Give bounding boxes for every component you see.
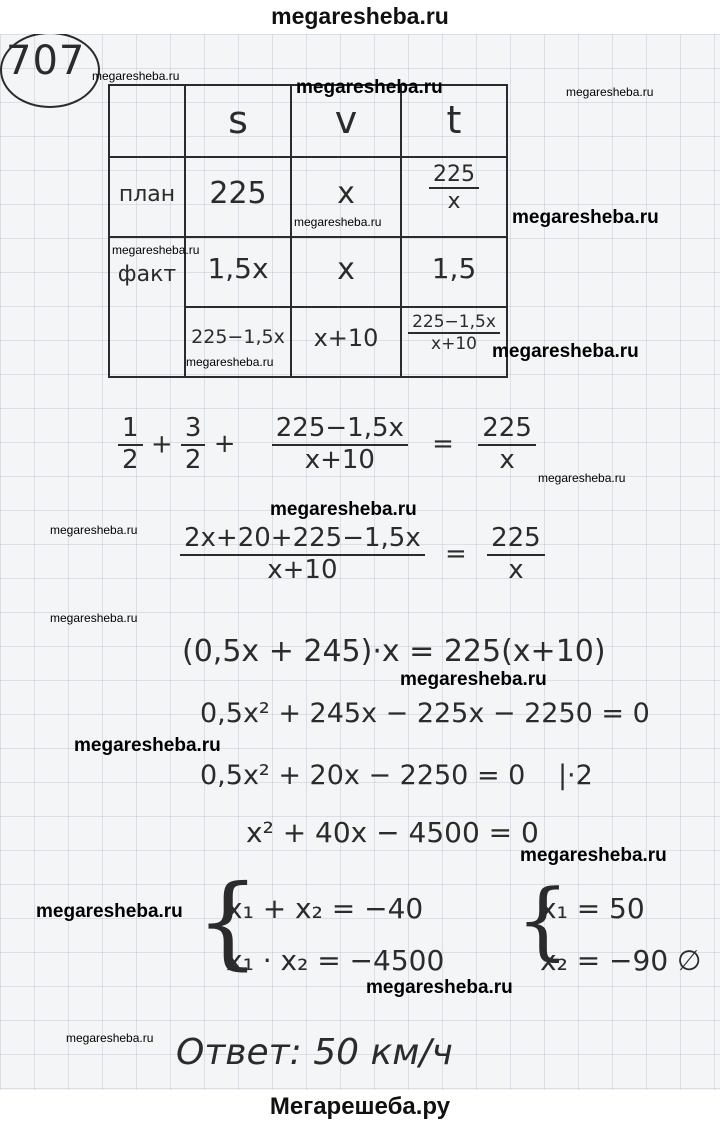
solution-table (108, 84, 508, 378)
watermark: megaresheba.ru (538, 471, 626, 485)
equation-3: (0,5x + 245)·x = 225(x+10) (182, 634, 606, 669)
bottom-banner: Мегарешеба.ру (0, 1090, 720, 1126)
row-label-plan: план (118, 182, 176, 207)
equation-2: $\frac{2x+20+225-1,5x}{x+10}$ = $\frac{225}{x}$ (180, 524, 545, 586)
plan-s: 225 (209, 176, 267, 211)
watermark: megaresheba.ru (400, 669, 547, 690)
system-left-line-2: x₁ · x₂ = −4500 (226, 944, 445, 977)
watermark: megaresheba.ru (296, 77, 443, 98)
plan-v: x (337, 176, 355, 211)
system-right-line-2: x₂ = −90 ∅ (540, 944, 702, 977)
watermark: megaresheba.ru (50, 611, 138, 625)
plan-t-den: x (447, 189, 461, 214)
system-left-brace: { (196, 863, 260, 980)
watermark: megaresheba.ru (566, 85, 654, 99)
header-t: t (446, 98, 462, 142)
row3-v: x+10 (313, 324, 379, 352)
fact-v: x (337, 252, 355, 287)
equation-5: 0,5x² + 20x − 2250 = 0 |·2 (200, 760, 593, 791)
header-v: v (334, 98, 358, 142)
equation-4: 0,5x² + 245x − 225x − 2250 = 0 (200, 698, 650, 729)
watermark: megaresheba.ru (512, 207, 659, 228)
top-banner: megaresheba.ru (0, 0, 720, 34)
equation-6: x² + 40x − 4500 = 0 (246, 816, 539, 849)
plan-t-num: 225 (429, 162, 479, 189)
watermark: megaresheba.ru (366, 977, 513, 998)
system-right-brace: { (516, 871, 570, 969)
system-right-line-1: x₁ = 50 (540, 892, 645, 925)
watermark: megaresheba.ru (74, 735, 221, 756)
answer: Ответ: 50 км/ч (176, 1032, 453, 1073)
watermark: megaresheba.ru (66, 1031, 154, 1045)
watermark: megaresheba.ru (186, 355, 274, 369)
watermark: megaresheba.ru (112, 243, 200, 257)
fact-s: 1,5x (207, 252, 269, 285)
row3-t-num: 225−1,5x (408, 312, 500, 334)
watermark: megaresheba.ru (92, 69, 180, 83)
notebook-page (0, 34, 720, 1090)
problem-number-circle (0, 34, 100, 108)
watermark: megaresheba.ru (50, 523, 138, 537)
problem-number: 707 (6, 38, 85, 84)
watermark: megaresheba.ru (36, 901, 183, 922)
watermark: megaresheba.ru (294, 215, 382, 229)
row3-s: 225−1,5x (191, 326, 285, 348)
header-s: s (228, 98, 248, 142)
equation-1: $\frac{1}{2}$ + $\frac{3}{2}$ + $\frac{225-1,5x}{x+10}$ = $\frac{225}{x}$ (118, 414, 536, 476)
row3-t (402, 312, 506, 354)
multiply-note: |·2 (557, 760, 593, 791)
watermark: megaresheba.ru (270, 499, 417, 520)
fact-t: 1,5 (431, 252, 477, 285)
row3-t-den: x+10 (431, 334, 477, 354)
watermark: megaresheba.ru (520, 845, 667, 866)
row-label-fact: факт (117, 262, 177, 287)
watermark: megaresheba.ru (492, 341, 639, 362)
plan-t (402, 162, 506, 214)
system-left-line-1: x₁ + x₂ = −40 (226, 892, 424, 925)
